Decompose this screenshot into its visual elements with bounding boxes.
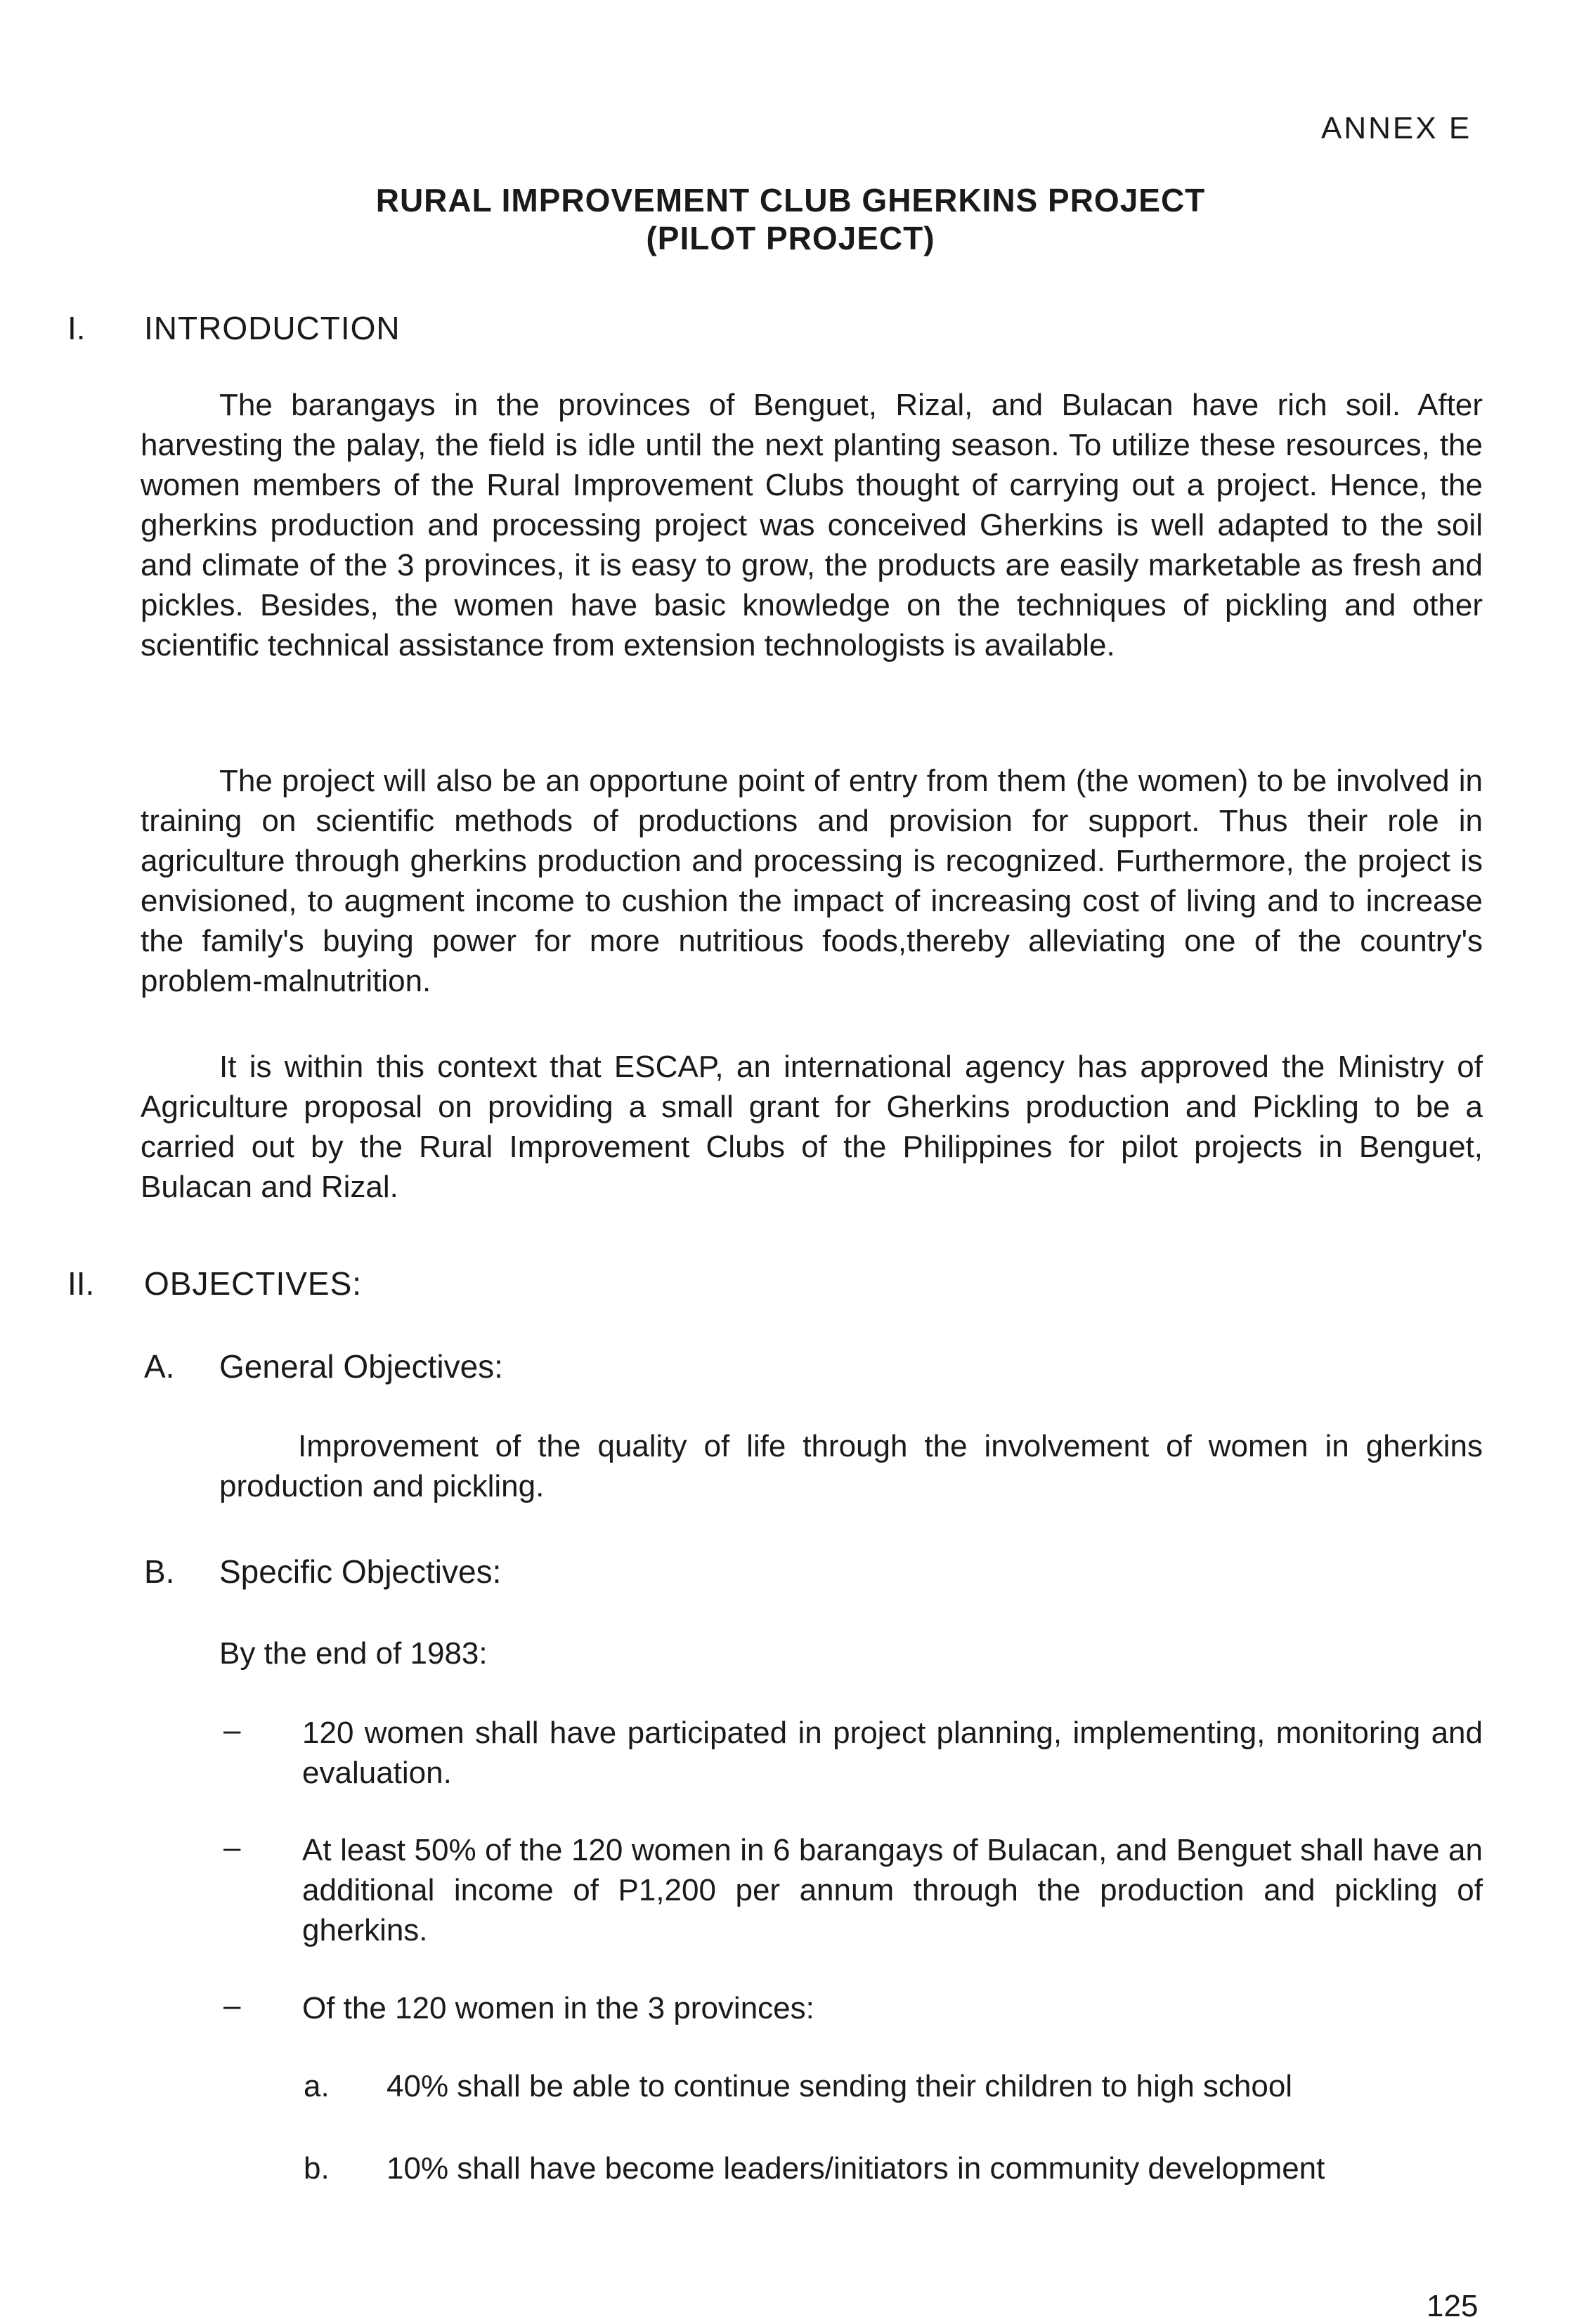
objective-item-3: Of the 120 women in the 3 provinces: <box>302 1991 814 2025</box>
annex-label: ANNEX E <box>1321 111 1472 145</box>
section-2-heading: OBJECTIVES: <box>144 1265 363 1302</box>
specific-objectives-intro: By the end of 1983: <box>219 1636 488 1671</box>
section-2-number: II. <box>67 1265 95 1302</box>
section-1-number: I. <box>67 310 86 346</box>
general-objectives-letter: A. <box>144 1348 175 1385</box>
intro-paragraph-3: It is within this context that ESCAP, an international agency has approved the Ministry of Agriculture proposal on providing a small grant for Gherkins production and Pickling to be a carried out by the Rural Improvement Clubs of the Philippines for pilot projects in Benguet, Bulacan and Rizal. <box>141 1050 1483 1204</box>
intro-paragraph-1: The barangays in the provinces of Benguet, Rizal, and Bulacan have rich soil. After harvesting the palay, the field is idle until the next planting season. To utilize these resources, the women members of the Rural Improvement Clubs thought of carrying out a project. Hence, the gherkins production and processing project was conceived Gherkins is well adapted to the soil and climate of the 3 provinces, it is easy to grow, the products are easily marketable as fresh and pickles. Besides, the women have basic knowledge on the techniques of pickling and other scientific technical assistance from extension technologists is available. <box>141 388 1483 662</box>
specific-objectives-heading: Specific Objectives: <box>219 1553 502 1590</box>
dash-bullet: – <box>223 1713 241 1747</box>
general-objectives-heading: General Objectives: <box>219 1348 503 1385</box>
objective-item-1: 120 women shall have participated in project planning, implementing, monitoring and evaluation. <box>302 1716 1483 1790</box>
intro-paragraph-2: The project will also be an opportune point of entry from them (the women) to be involved in training on scientific methods of productions and provision for support. Thus their role in agriculture through gherkins production and processing is recognized. Furthermore, the project is envisioned, to augment income to cushion the impact of increasing cost of living and to increase the family's buying power for more nutritious foods,thereby alleviating one of the country's problem-malnutrition. <box>141 764 1483 998</box>
subitem-letter-a: a. <box>304 2069 330 2103</box>
subitem-letter-b: b. <box>304 2151 330 2186</box>
dash-bullet: – <box>223 1830 241 1865</box>
dash-bullet: – <box>223 1988 241 2023</box>
specific-objectives-letter: B. <box>144 1553 175 1590</box>
objective-item-2: At least 50% of the 120 women in 6 barangays of Bulacan, and Benguet shall have an additional income of P1,200 per annum through the production and pickling of gherkins. <box>302 1833 1483 1947</box>
general-objective-text: Improvement of the quality of life through the involvement of women in gherkins production and pickling. <box>219 1429 1483 1503</box>
subitem-a-text: 40% shall be able to continue sending their children to high school <box>386 2069 1293 2103</box>
subitem-b-text: 10% shall have become leaders/initiators in community development <box>386 2151 1325 2186</box>
section-1-heading: INTRODUCTION <box>144 310 401 346</box>
page-subtitle: (PILOT PROJECT) <box>646 220 935 256</box>
page-number: 125 <box>1427 2289 1479 2323</box>
page-title: RURAL IMPROVEMENT CLUB GHERKINS PROJECT <box>375 182 1206 218</box>
